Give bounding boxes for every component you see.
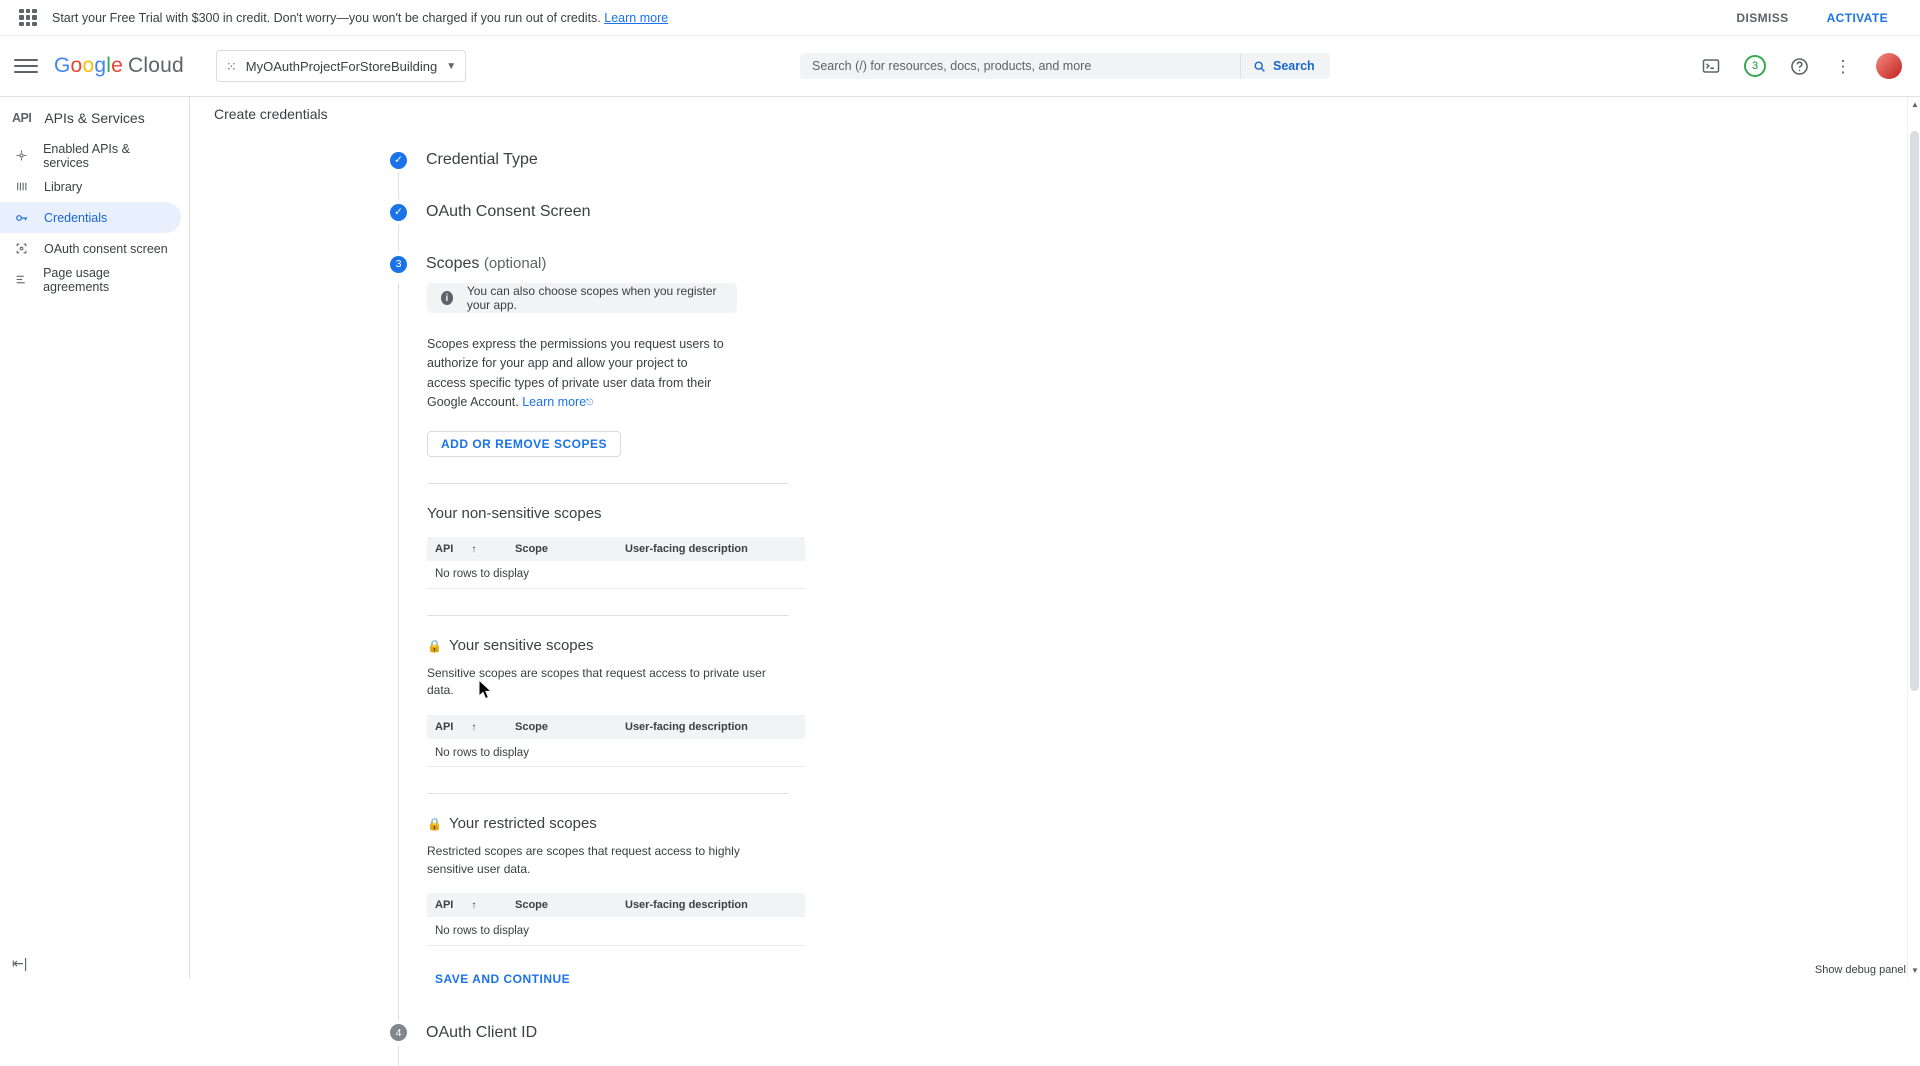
step-oauth-client-id[interactable] <box>390 1020 1920 1066</box>
search-button[interactable] <box>1240 53 1330 79</box>
step-number-badge: 3 <box>390 256 407 273</box>
scroll-up-icon[interactable]: ▲ <box>1911 100 1919 109</box>
step-number-badge: 4 <box>390 1024 407 1041</box>
library-icon <box>14 180 29 193</box>
sensitive-scopes-title <box>427 637 1920 654</box>
step-status-icon: ✓ <box>390 152 407 169</box>
table-header-row <box>427 893 805 917</box>
scopes-learn-more-link[interactable] <box>522 395 593 409</box>
column-api[interactable] <box>427 893 507 917</box>
notification-count: 3 <box>1751 60 1759 72</box>
column-user-facing-description[interactable] <box>617 893 805 917</box>
project-name: MyOAuthProjectForStoreBuilding <box>245 58 438 74</box>
step-connector <box>398 225 1920 251</box>
api-logo-icon: API <box>12 111 32 125</box>
sidebar-item-page-usage-agreements[interactable] <box>0 264 181 295</box>
sidebar-item-library[interactable] <box>0 171 181 202</box>
restricted-scopes-table <box>427 893 805 946</box>
table-row <box>427 561 805 589</box>
column-scope[interactable] <box>507 537 617 561</box>
more-vert-icon[interactable]: ⋮ <box>1834 56 1852 76</box>
logo-cloud-text: Cloud <box>127 54 184 77</box>
column-label: API <box>435 899 454 912</box>
sidebar-item-oauth-consent-screen[interactable] <box>0 233 181 264</box>
step-credential-type[interactable] <box>390 147 1920 199</box>
sidebar-item-label: Page usage agreements <box>43 265 110 294</box>
sidebar-item-label: OAuth consent screen <box>44 241 168 256</box>
add-or-remove-scopes-button[interactable]: ADD OR REMOVE SCOPES <box>427 431 621 457</box>
sensitive-scopes-table <box>427 715 805 768</box>
activate-button[interactable]: ACTIVATE <box>1821 10 1894 26</box>
column-label: User-facing description <box>625 899 748 912</box>
step-title: OAuth Client ID <box>426 1023 538 1041</box>
non-sensitive-scopes-title <box>427 505 1920 522</box>
notifications-badge[interactable] <box>1744 55 1766 77</box>
avatar[interactable] <box>1876 53 1902 79</box>
sort-ascending-icon: ↑ <box>471 543 477 555</box>
sensitive-scopes-subtitle: Sensitive scopes are scopes that request access to private user data. <box>427 666 766 698</box>
sidebar-item-label: Credentials <box>44 210 108 225</box>
info-note-text: You can also choose scopes when you register your app. <box>466 284 717 312</box>
step-oauth-consent-screen[interactable] <box>390 199 1920 251</box>
restricted-scopes-subtitle: Restricted scopes are scopes that request access to highly sensitive user data. <box>427 844 740 876</box>
cloud-shell-icon[interactable] <box>1700 55 1722 77</box>
lock-icon: 🔒 <box>427 816 442 831</box>
sidebar <box>0 97 190 978</box>
column-label: Scope <box>515 542 549 555</box>
restricted-scopes-title <box>427 815 1920 832</box>
step-title <box>426 255 546 273</box>
sidebar-item-credentials[interactable] <box>0 202 181 233</box>
create-credentials-stepper <box>190 131 1920 1066</box>
empty-state-text: No rows to display <box>427 917 805 945</box>
collapse-panel-icon[interactable]: ⇤| <box>12 955 28 971</box>
empty-state-text: No rows to display <box>427 739 805 767</box>
consent-icon <box>14 242 29 255</box>
trial-banner-message: Start your Free Trial with $300 in credit. Don't worry—you won't be charged if you run out of credits. <box>52 10 601 25</box>
project-picker[interactable] <box>216 50 466 82</box>
key-icon <box>14 211 29 225</box>
column-label: User-facing description <box>625 720 748 733</box>
help-icon[interactable] <box>1788 55 1810 77</box>
column-user-facing-description[interactable] <box>617 715 805 739</box>
table-row <box>427 739 805 767</box>
search-button-label: Search <box>1273 59 1315 73</box>
info-icon: i <box>441 291 453 305</box>
column-label: Scope <box>515 720 549 733</box>
divider <box>427 615 789 616</box>
dashboard-icon <box>14 149 28 162</box>
sort-ascending-icon: ↑ <box>471 721 477 733</box>
column-label: API <box>435 542 454 555</box>
step-connector <box>398 173 1920 199</box>
column-label: Scope <box>515 899 549 912</box>
restricted-scopes-label: Your restricted scopes <box>448 815 597 833</box>
step-connector <box>398 1046 1920 1066</box>
sidebar-item-enabled-apis[interactable] <box>0 140 181 171</box>
search-icon <box>1253 60 1266 73</box>
sidebar-item-label: Enabled APIs & services <box>43 141 130 170</box>
column-scope[interactable] <box>507 893 617 917</box>
scopes-description-text: Scopes express the permissions you request users to authorize for your app and allow your project to access specific types of private user data from their Google Account. <box>427 337 724 410</box>
info-note <box>427 283 737 313</box>
sensitive-scopes-label: Your sensitive scopes <box>448 637 594 654</box>
column-user-facing-description[interactable] <box>617 537 805 561</box>
show-debug-panel-link[interactable]: Show debug panel <box>1814 964 1906 976</box>
table-header-row <box>427 715 805 739</box>
sort-ascending-icon: ↑ <box>471 900 477 912</box>
column-scope[interactable] <box>507 715 617 739</box>
table-header-row <box>427 537 805 561</box>
non-sensitive-scopes-table <box>427 537 805 590</box>
step-scopes <box>390 251 1920 1020</box>
search-input[interactable] <box>800 53 1240 79</box>
column-api[interactable] <box>427 537 507 561</box>
project-icon: ⁙ <box>225 58 237 74</box>
step-title-text: Scopes <box>426 255 480 272</box>
page-layout <box>0 97 1920 1041</box>
empty-state-text: No rows to display <box>427 561 805 589</box>
scroll-down-icon[interactable]: ▼ <box>1911 966 1919 975</box>
trial-banner-actions <box>1730 10 1902 26</box>
step-title: OAuth Consent Screen <box>426 203 591 220</box>
trial-banner-text <box>52 11 668 25</box>
agreements-icon <box>14 273 28 286</box>
column-label: User-facing description <box>625 542 748 555</box>
menu-icon[interactable] <box>14 54 38 78</box>
step-scopes-body <box>398 283 1920 1020</box>
sidebar-item-label: Library <box>44 179 83 194</box>
free-trial-banner <box>0 0 1920 36</box>
sidebar-title: APIs & Services <box>44 110 145 126</box>
chevron-down-icon: ▼ <box>446 60 457 72</box>
page-title: Create credentials <box>214 105 328 122</box>
scopes-description <box>427 335 727 413</box>
scrollbar-thumb[interactable] <box>1910 131 1919 691</box>
save-and-continue-button[interactable]: SAVE AND CONTINUE <box>427 966 578 992</box>
trial-learn-more-link[interactable]: Learn more <box>604 10 669 25</box>
main-content <box>190 97 1920 1041</box>
external-link-icon: ⎋ <box>586 397 594 408</box>
step-status-icon: ✓ <box>390 204 407 221</box>
non-sensitive-scopes-label: Your non-sensitive scopes <box>427 504 602 522</box>
top-navigation-bar <box>0 36 1920 97</box>
step-title-optional: (optional) <box>483 255 547 272</box>
dismiss-button[interactable]: DISMISS <box>1730 10 1794 26</box>
divider <box>427 483 789 484</box>
lock-icon: 🔒 <box>427 638 442 653</box>
search-area <box>800 53 1330 79</box>
vertical-scrollbar[interactable] <box>1907 97 1920 978</box>
scopes-learn-more-label: Learn more <box>522 395 587 410</box>
topbar-actions <box>1700 53 1902 79</box>
table-row <box>427 917 805 945</box>
sidebar-header <box>0 97 189 140</box>
google-cloud-logo[interactable]: Google Cloud <box>54 54 184 77</box>
column-api[interactable] <box>427 715 507 739</box>
step-title: Credential Type <box>426 151 538 168</box>
divider <box>427 793 789 794</box>
column-label: API <box>435 720 454 733</box>
apps-grid-icon[interactable] <box>18 8 38 28</box>
